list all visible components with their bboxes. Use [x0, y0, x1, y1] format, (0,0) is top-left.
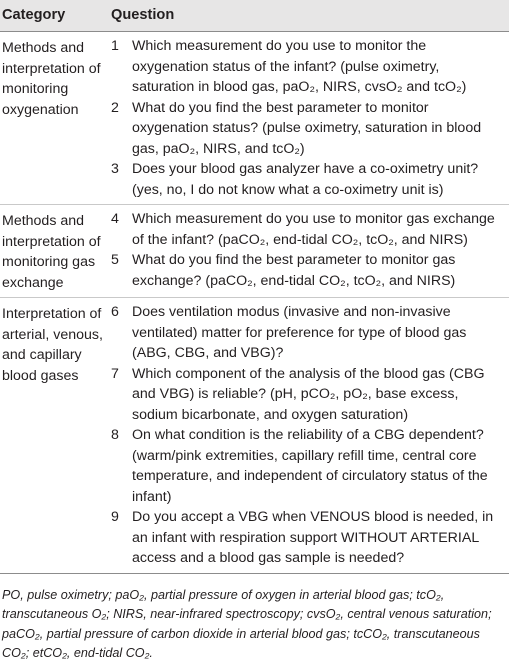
question-row: [108, 209, 509, 250]
question-text: Do you accept a VBG when VENOUS blood is needed, in an infant with respiration support WITHOUT ARTERIAL access and a blood gas sample is needed?: [132, 509, 494, 566]
question-row: [108, 507, 509, 569]
category-group-blood-gases: [0, 298, 509, 573]
question-text: Which component of the analysis of the blood gas (CBG and VBG) is reliable? (pH, pCO₂, pO₂, base excess, sodium bicarbonate, and oxygen saturation): [132, 365, 485, 423]
question-number: 6: [111, 304, 119, 320]
category-group-gas-exchange: [0, 205, 509, 297]
question-row: [108, 159, 509, 200]
category-label: Methods and interpretation of monitoring gas exchange: [2, 213, 101, 291]
table-header-row: [0, 0, 509, 31]
question-text: What do you find the best parameter to monitor gas exchange? (paCO₂, end-tidal CO₂, tcO₂, and NIRS): [132, 252, 456, 289]
question-row: [108, 98, 509, 160]
question-number: 4: [111, 211, 119, 227]
question-row: [108, 302, 509, 364]
question-list: [108, 36, 509, 200]
question-number: 5: [111, 252, 119, 268]
question-number: 7: [111, 365, 119, 382]
question-number: 2: [111, 99, 119, 116]
question-row: [108, 425, 509, 507]
question-row: [108, 250, 509, 291]
question-number: 3: [111, 161, 119, 177]
question-row: [108, 364, 509, 426]
question-row: [108, 36, 509, 98]
table-footnote: PO, pulse oximetry; paO₂, partial pressure of oxygen in arterial blood gas; tcO₂, transcutaneous O₂; NIRS, near-infrared spectroscopy; cvsO₂, central venous saturation; paCO₂, partial pressure of carbon dioxide in arterial blood gas; tcCO₂, transcutaneous CO₂; etCO₂, end-tidal CO₂.: [2, 587, 492, 660]
question-list: [108, 209, 509, 293]
question-text: Which measurement do you use to monitor the oxygenation status of the infant? (pulse oximetry, saturation in blood gas, paO₂, NIRS, cvsO₂ and tcO₂): [132, 38, 467, 95]
header-category: Category: [2, 7, 66, 24]
question-text: On what condition is the reliability of a CBG dependent? (warm/pink extremities, capillary refill time, central core temperature, and independent of circulatory status of the infant): [132, 427, 488, 505]
question-text: Does ventilation modus (invasive and non-invasive ventilated) matter for preference for type of blood gas (ABG, CBG, and VBG)?: [132, 304, 467, 361]
question-number: 9: [111, 509, 119, 525]
question-list: [108, 302, 509, 569]
question-text: Does your blood gas analyzer have a co-oximetry unit? (yes, no, I do not know what a co-oximetry unit is): [132, 161, 479, 198]
question-number: 8: [111, 427, 119, 443]
category-label: Methods and interpretation of monitoring oxygenation: [2, 40, 101, 118]
category-group-oxygenation: [0, 32, 509, 204]
question-text: What do you find the best parameter to monitor oxygenation status? (pulse oximetry, saturation in blood gas, paO₂, NIRS, and tcO₂): [132, 99, 482, 157]
category-label: Interpretation of arterial, venous, and capillary blood gases: [2, 306, 103, 384]
question-number: 1: [111, 38, 119, 54]
header-question: Question: [111, 7, 175, 24]
question-text: Which measurement do you use to monitor gas exchange of the infant? (paCO₂, end-tidal CO₂, tcO₂, and NIRS): [132, 211, 495, 248]
